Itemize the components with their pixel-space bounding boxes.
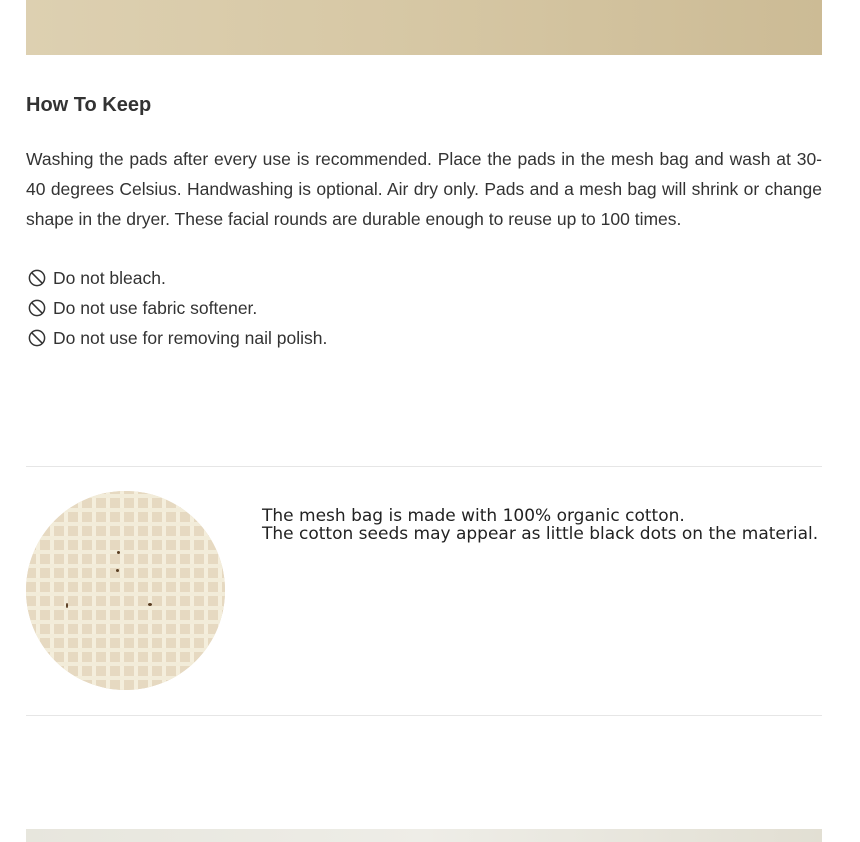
caution-text: Do not use for removing nail polish.	[53, 327, 328, 348]
caution-item-nail-polish	[28, 323, 327, 353]
mesh-description-line-1: The mesh bag is made with 100% organic cotton.	[262, 506, 685, 526]
mesh-description-line-2: The cotton seeds may appear as little black dots on the material.	[262, 524, 819, 544]
top-product-image-banner	[26, 0, 822, 55]
mesh-fabric-closeup-image	[26, 491, 225, 690]
cotton-seed-dot	[117, 551, 120, 554]
prohibited-icon	[28, 299, 46, 317]
section-divider-bottom	[26, 715, 822, 716]
section-heading: How To Keep	[26, 94, 152, 116]
caution-item-bleach	[28, 263, 327, 293]
mesh-bag-description	[262, 507, 818, 543]
care-instructions-paragraph: Washing the pads after every use is recommended. Place the pads in the mesh bag and wash at 30-40 degrees Celsius. Handwashing is optional. Air dry only. Pads and a mesh bag will shrink or change shape in the dryer. These facial rounds are durable enough to reuse up to 100 times.	[26, 149, 822, 229]
bottom-product-image-banner	[26, 829, 822, 842]
cotton-seed-dot	[148, 603, 152, 606]
prohibited-icon	[28, 329, 46, 347]
mesh-weave-texture	[26, 491, 225, 690]
caution-list	[28, 263, 327, 353]
cotton-seed-dot	[66, 603, 68, 608]
section-divider-top	[26, 466, 822, 467]
caution-text: Do not bleach.	[53, 267, 166, 288]
caution-item-softener	[28, 293, 327, 323]
cotton-seed-dot	[116, 569, 119, 572]
caution-text: Do not use fabric softener.	[53, 297, 258, 318]
prohibited-icon	[28, 269, 46, 287]
